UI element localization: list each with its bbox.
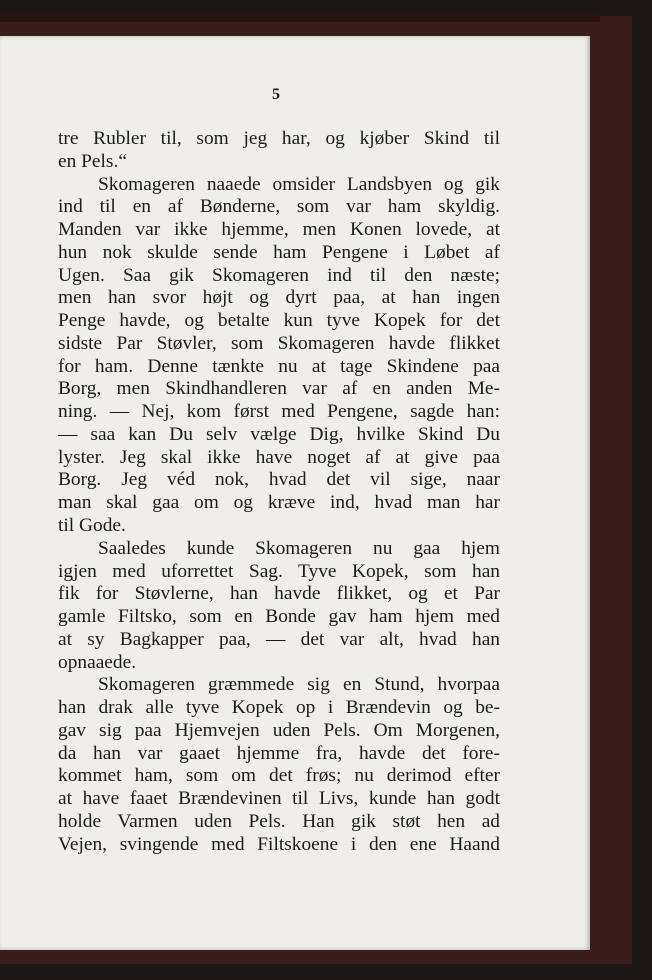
text-line: han drak alle tyve Kopek op i Brændevin og be- bbox=[58, 697, 500, 719]
text-line: Skomageren naaede omsider Landsbyen og gik bbox=[98, 173, 500, 195]
text-line: da han var gaaet hjemme fra, havde det fore- bbox=[58, 742, 500, 764]
text-line: men han svor højt og dyrt paa, at han ingen bbox=[58, 287, 500, 309]
text-line: Manden var ikke hjemme, men Konen lovede, at bbox=[58, 219, 500, 241]
text-line: man skal gaa om og kræve ind, hvad man har bbox=[58, 492, 500, 514]
page-number: 5 bbox=[272, 86, 280, 103]
text-line: Ugen. Saa gik Skomageren ind til den næste; bbox=[58, 264, 500, 286]
text-line: gamle Filtsko, som en Bonde gav ham hjem med bbox=[58, 606, 500, 628]
text-line: gav sig paa Hjemvejen uden Pels. Om Morgenen, bbox=[58, 719, 500, 741]
text-line: for ham. Denne tænkte nu at tage Skindene paa bbox=[58, 355, 500, 377]
text-line: ning. — Nej, kom først med Pengene, sagde han: bbox=[58, 401, 500, 423]
text-line: ind til en af Bønderne, som var ham skyldig. bbox=[58, 196, 500, 218]
book-binding-top bbox=[0, 14, 600, 22]
text-line: at have faaet Brændevinen til Livs, kunde han godt bbox=[58, 788, 500, 810]
text-line: — saa kan Du selv vælge Dig, hvilke Skind Du bbox=[58, 423, 500, 445]
text-line: sidste Par Støvler, som Skomageren havde flikket bbox=[58, 332, 500, 354]
text-line: Borg. Jeg véd nok, hvad det vil sige, naar bbox=[58, 469, 500, 491]
text-line: Borg, men Skindhandleren var af en anden Me- bbox=[58, 378, 500, 400]
book-page bbox=[0, 36, 590, 950]
text-line: fik for Støvlerne, han havde flikket, og et Par bbox=[58, 583, 500, 605]
text-line: hun nok skulde sende ham Pengene i Løbet af bbox=[58, 241, 500, 263]
page-text bbox=[58, 128, 500, 857]
text-line: en Pels.“ bbox=[58, 150, 127, 172]
text-line: kommet ham, som om det frøs; nu derimod efter bbox=[58, 765, 500, 787]
text-line: lyster. Jeg skal ikke have noget af at give paa bbox=[58, 446, 500, 468]
text-line: tre Rubler til, som jeg har, og kjøber Skind til bbox=[58, 128, 500, 149]
text-line: Saaledes kunde Skomageren nu gaa hjem bbox=[98, 537, 500, 559]
text-line: at sy Bagkapper paa, — det var alt, hvad han bbox=[58, 628, 500, 650]
text-line: igjen med uforrettet Sag. Tyve Kopek, som han bbox=[58, 560, 500, 582]
text-line: holde Varmen uden Pels. Han gik støt hen ad bbox=[58, 810, 500, 832]
text-line: til Gode. bbox=[58, 515, 126, 537]
text-line: opnaaede. bbox=[58, 651, 137, 673]
text-line: Vejen, svingende med Filtskoene i den ene Haand bbox=[58, 833, 500, 855]
text-line: Skomageren græmmede sig en Stund, hvorpaa bbox=[98, 674, 500, 696]
text-line: Penge havde, og betalte kun tyve Kopek for det bbox=[58, 310, 500, 332]
